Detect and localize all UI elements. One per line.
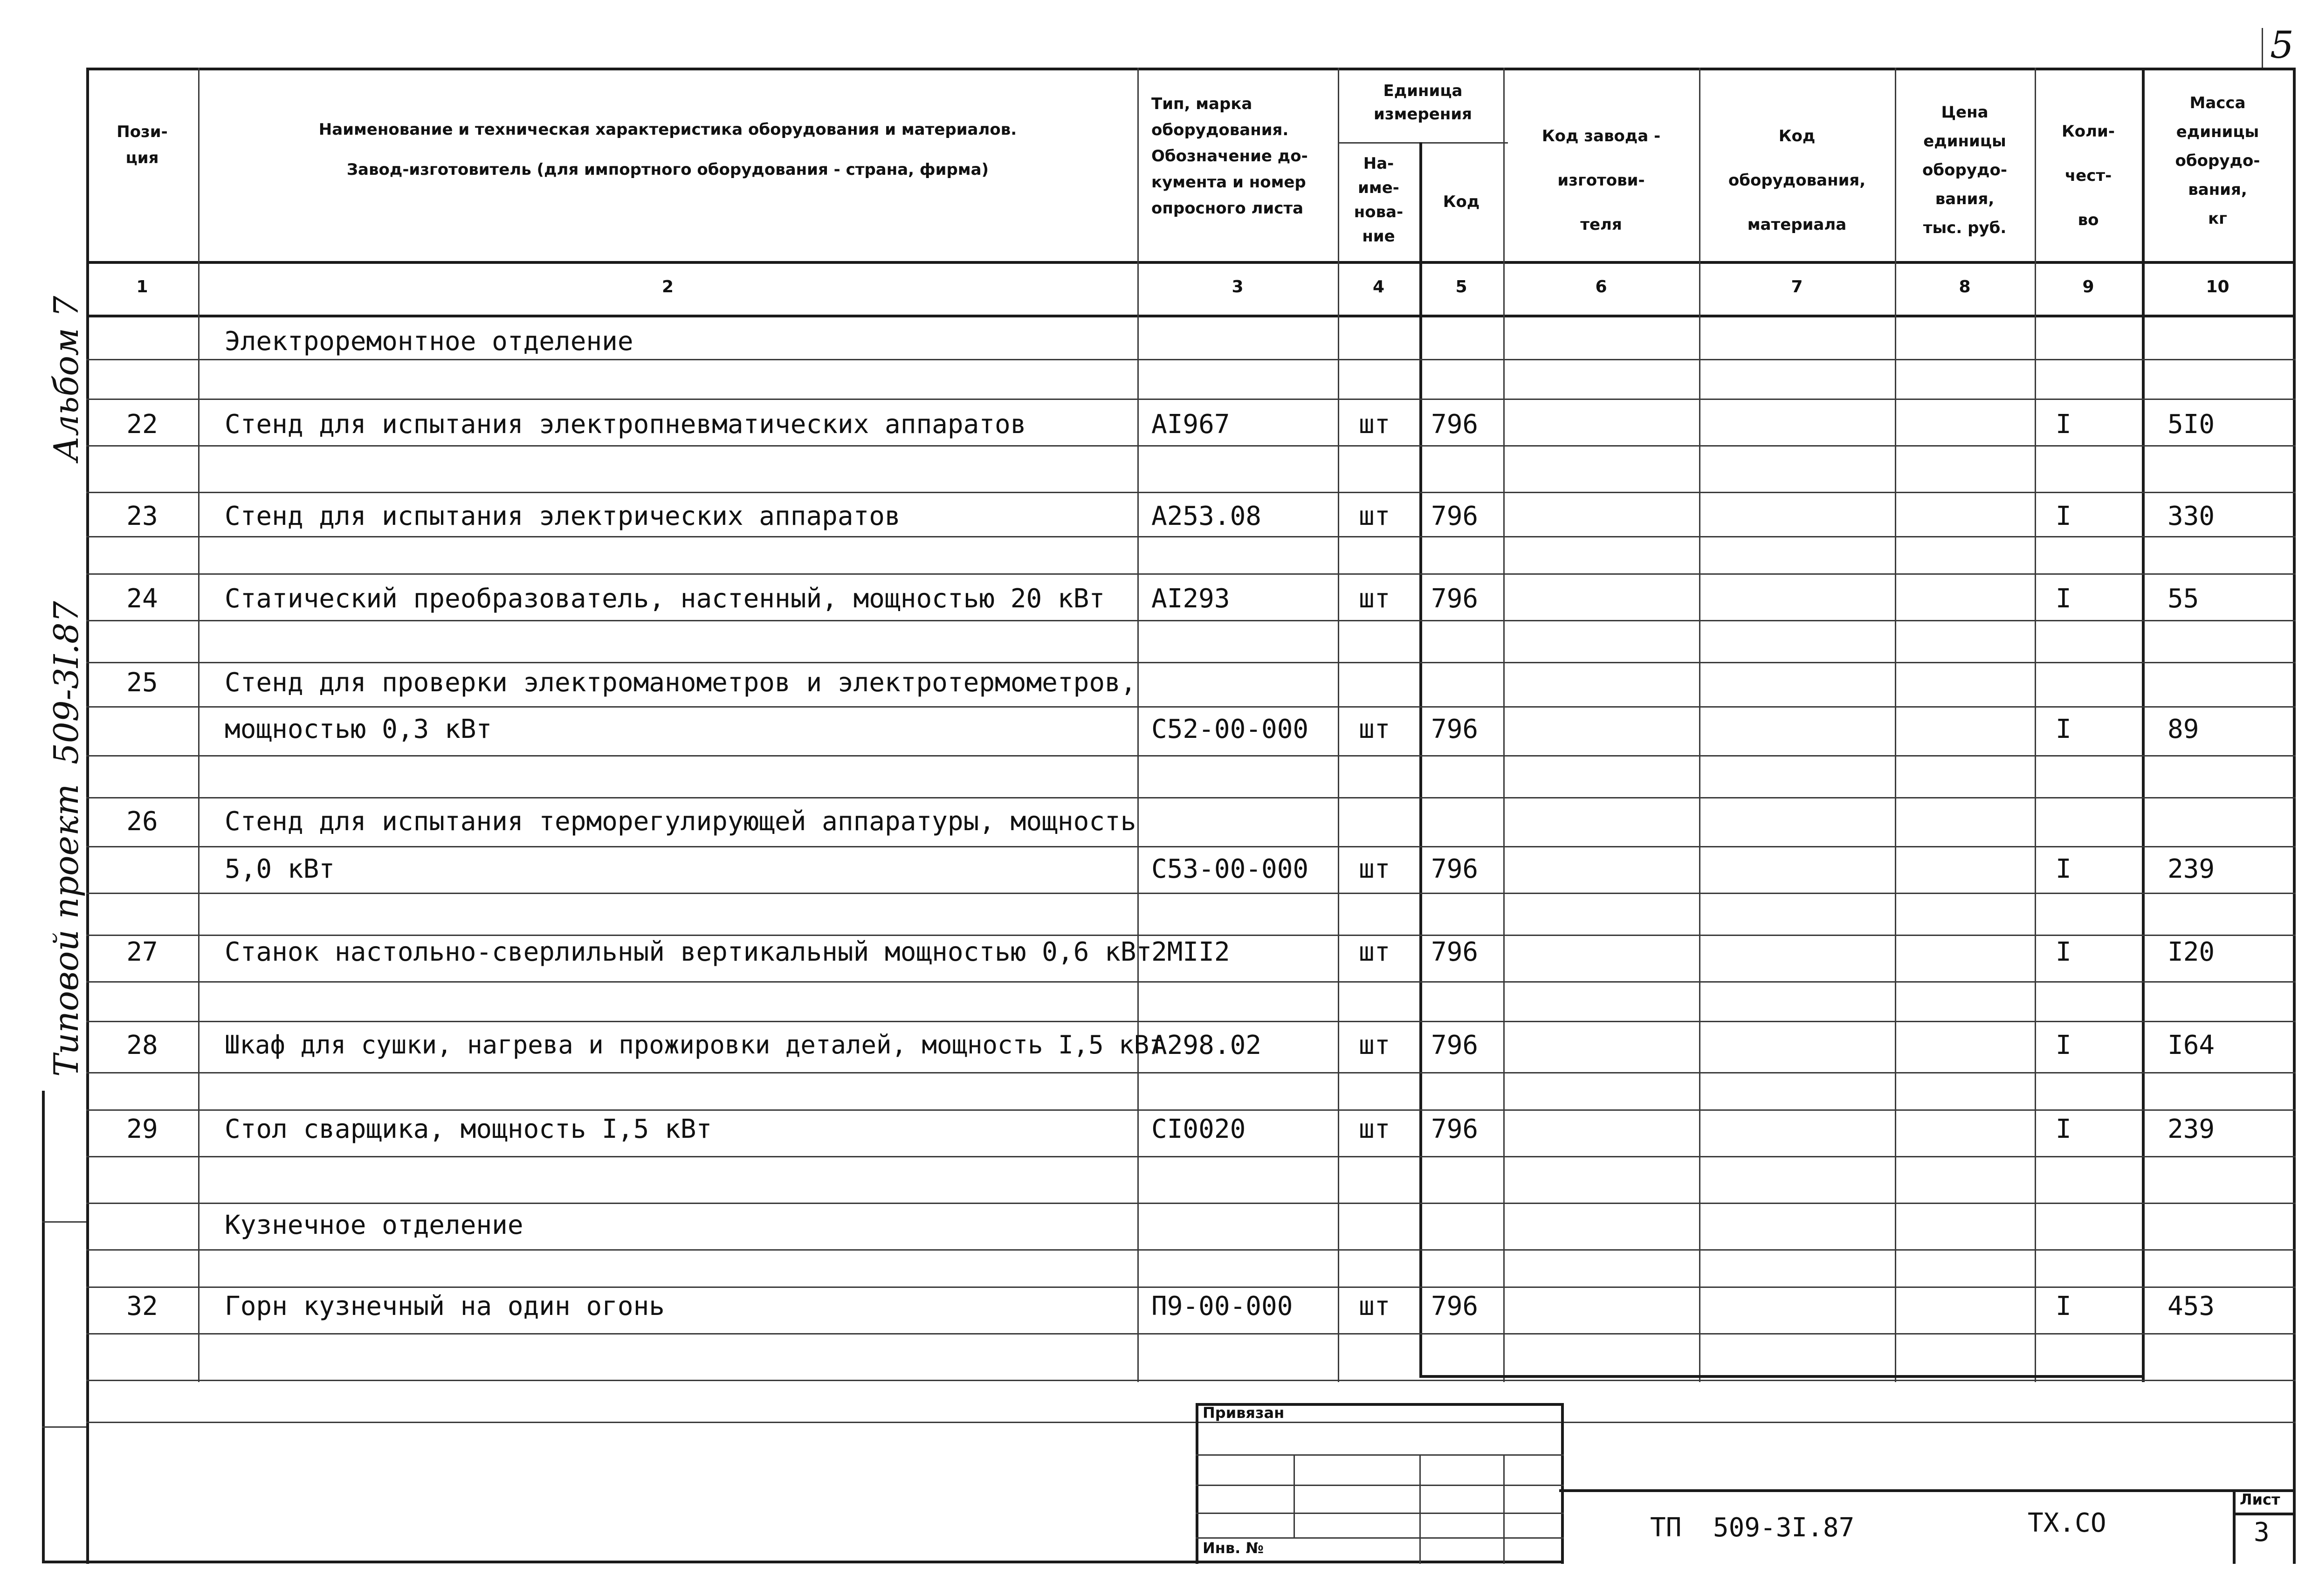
unit-group-rule xyxy=(1338,142,1508,144)
row-code: 796 xyxy=(1431,1291,1479,1321)
row-rule xyxy=(86,1286,2296,1288)
colnum-1: 1 xyxy=(136,277,148,296)
row-unit: шт xyxy=(1359,714,1390,744)
col-rule-3 xyxy=(1338,68,1339,1382)
row-mass: 330 xyxy=(2168,501,2215,531)
row-qty: I xyxy=(2056,1291,2071,1321)
row-rule xyxy=(86,981,2296,983)
row-qty: I xyxy=(2056,1030,2071,1060)
stamp-box-col xyxy=(1503,1454,1505,1564)
row-rule xyxy=(86,662,2296,663)
row-unit: шт xyxy=(1359,1030,1390,1060)
stamp-box-col xyxy=(1294,1454,1295,1538)
doc-code: ТП 509-3I.87 xyxy=(1650,1513,1855,1543)
row-mass: I20 xyxy=(2168,937,2215,967)
section-heading: Электроремонтное отделение xyxy=(225,326,633,357)
binding-strip-line xyxy=(42,1091,45,1562)
header-col10: Масса единицы оборудо- вания, кг xyxy=(2175,94,2260,228)
row-name: Горн кузнечный на один огонь xyxy=(225,1291,665,1321)
bound-label: Привязан xyxy=(1203,1404,1285,1422)
col-rule-7 xyxy=(1895,68,1896,1382)
row-mass: 239 xyxy=(2168,1114,2215,1144)
row-unit: шт xyxy=(1359,409,1390,440)
row-mass: 239 xyxy=(2168,854,2215,884)
row-unit: шт xyxy=(1359,1291,1390,1321)
row-name: 5,0 кВт xyxy=(225,854,335,884)
colnum-6: 6 xyxy=(1595,277,1607,296)
page-number-mark xyxy=(2262,28,2263,70)
colnum-5: 5 xyxy=(1455,277,1467,296)
row-mass: 453 xyxy=(2168,1291,2215,1321)
row-name: Стенд для испытания электрических аппаратов xyxy=(225,501,901,531)
col-rule-4 xyxy=(1419,142,1422,1377)
col-rule-9 xyxy=(2142,68,2145,1382)
colnum-3: 3 xyxy=(1232,277,1244,296)
row-rule xyxy=(86,573,2296,575)
row-qty: I xyxy=(2056,714,2071,744)
row-rule xyxy=(86,1203,2296,1204)
row-rule xyxy=(86,359,2296,360)
row-unit: шт xyxy=(1359,854,1390,884)
row-rule xyxy=(86,445,2296,447)
set-code: ТХ.СО xyxy=(2028,1508,2106,1538)
header-col3: Тип, марка оборудования. Обозначение до- кумента и номер опросного листа xyxy=(1151,95,1308,218)
row-type: 2МII2 xyxy=(1151,937,1230,967)
row-code: 796 xyxy=(1431,714,1479,744)
sheet-number: 3 xyxy=(2254,1517,2270,1548)
row-pos: 24 xyxy=(126,584,158,614)
frame-top xyxy=(86,68,2296,70)
colnum-4: 4 xyxy=(1372,277,1385,296)
row-pos: 28 xyxy=(126,1030,158,1060)
row-rule xyxy=(86,536,2296,537)
header-col9: Коли- чест- во xyxy=(2062,122,2115,229)
row-code: 796 xyxy=(1431,937,1479,967)
row-pos: 25 xyxy=(126,667,158,698)
row-unit: шт xyxy=(1359,937,1390,967)
header-col2: Наименование и техническая характеристика оборудования и материалов. Завод-изготовитель (для импортного оборудования - страна, фирма) xyxy=(318,120,1017,179)
row-qty: I xyxy=(2056,584,2071,614)
header-col4: На- име- нова- ние xyxy=(1354,154,1404,246)
col-rule-2 xyxy=(1137,68,1139,1382)
col-rule-1 xyxy=(198,68,200,1382)
row-qty: I xyxy=(2056,854,2071,884)
frame-bottom xyxy=(42,1561,1562,1563)
colnum-7: 7 xyxy=(1791,277,1803,296)
row-rule xyxy=(86,797,2296,798)
row-name: Шкаф для сушки, нагрева и прожировки деталей, мощность I,5 кВт xyxy=(225,1030,1164,1059)
row-type: П9-00-000 xyxy=(1151,1291,1293,1321)
row-qty: I xyxy=(2056,1114,2071,1144)
stamp-box-left xyxy=(1196,1403,1198,1564)
colnum-bottom-rule xyxy=(86,315,2296,317)
stamp-box-row xyxy=(1196,1485,1564,1486)
row-code: 796 xyxy=(1431,854,1479,884)
binding-strip-divider xyxy=(42,1221,89,1223)
sheet-label: Лист xyxy=(2240,1491,2280,1508)
colnum-8: 8 xyxy=(1959,277,1971,296)
project-type-side: Типовой проект xyxy=(47,784,86,1077)
project-code-side: 509-3I.87 xyxy=(47,601,86,764)
stamp-box-row xyxy=(1196,1454,1564,1456)
row-code: 796 xyxy=(1431,1114,1479,1144)
row-rule xyxy=(86,1249,2296,1251)
row-name: мощностью 0,3 кВт xyxy=(225,714,492,744)
row-rule xyxy=(86,399,2296,400)
row-pos: 22 xyxy=(126,409,158,440)
row-qty: I xyxy=(2056,501,2071,531)
row-unit: шт xyxy=(1359,584,1390,614)
stamp-box-row xyxy=(1196,1537,1564,1539)
row-code: 796 xyxy=(1431,501,1479,531)
row-type: A253.08 xyxy=(1151,501,1262,531)
header-bottom-rule xyxy=(86,261,2296,264)
stamp-box-col xyxy=(1419,1454,1421,1564)
row-name: Стол сварщика, мощность I,5 кВт xyxy=(225,1114,712,1144)
colnum-9: 9 xyxy=(2082,277,2094,296)
row-type: AI293 xyxy=(1151,584,1230,614)
colnum-2: 2 xyxy=(661,277,674,296)
row-rule xyxy=(86,1109,2296,1111)
row-pos: 29 xyxy=(126,1114,158,1144)
col-rule-6 xyxy=(1699,68,1700,1382)
header-col5: Код xyxy=(1443,193,1480,211)
row-code: 796 xyxy=(1431,584,1479,614)
row-rule xyxy=(86,1333,2296,1335)
binding-strip-divider xyxy=(42,1426,89,1428)
row-type: C52-00-000 xyxy=(1151,714,1309,744)
sheet-label-rule xyxy=(2233,1513,2296,1515)
row-rule xyxy=(86,492,2296,493)
page-number: 5 xyxy=(2270,23,2294,67)
col-rule-8 xyxy=(2035,68,2036,1382)
row-pos: 23 xyxy=(126,501,158,531)
row-qty: I xyxy=(2056,937,2071,967)
album-label: Альбом 7 xyxy=(47,296,86,461)
row-rule xyxy=(86,706,2296,708)
row-name: Станок настольно-сверлильный вертикальный мощностью 0,6 кВт xyxy=(225,937,1152,967)
row-qty: I xyxy=(2056,409,2071,440)
stamp-box-right xyxy=(1561,1403,1564,1564)
section-heading: Кузнечное отделение xyxy=(225,1210,523,1240)
row-unit: шт xyxy=(1359,1114,1390,1144)
col-rule-5 xyxy=(1503,68,1505,1382)
inv-label: Инв. № xyxy=(1203,1539,1264,1557)
row-rule xyxy=(86,1021,2296,1022)
row-pos: 32 xyxy=(126,1291,158,1321)
header-col8: Цена единицы оборудо- вания, тыс. руб. xyxy=(1922,103,2007,237)
row-rule xyxy=(86,755,2296,757)
title-block-top xyxy=(1559,1489,2296,1492)
header-unit-group: Единица измерения xyxy=(1374,82,1472,124)
row-rule xyxy=(86,1072,2296,1073)
row-pos: 26 xyxy=(126,806,158,837)
row-type: C53-00-000 xyxy=(1151,854,1309,884)
row-mass: I64 xyxy=(2168,1030,2215,1060)
row-unit: шт xyxy=(1359,501,1390,531)
row-name: Стенд для испытания электропневматических аппаратов xyxy=(225,409,1026,440)
row-name: Стенд для испытания терморегулирующей аппаратуры, мощность xyxy=(225,806,1136,837)
row-rule xyxy=(86,846,2296,847)
header-col1: Пози- ция xyxy=(117,123,168,167)
row-name: Статический преобразователь, настенный, мощностью 20 кВт xyxy=(225,584,1105,614)
row-mass: 5I0 xyxy=(2168,409,2215,440)
sheet-box-left xyxy=(2233,1489,2236,1564)
header-col6: Код завода - изготови- теля xyxy=(1541,127,1661,234)
row-mass: 89 xyxy=(2168,714,2199,744)
row-code: 796 xyxy=(1431,409,1479,440)
row-type: A298.02 xyxy=(1151,1030,1262,1060)
row-rule xyxy=(86,935,2296,936)
row-mass: 55 xyxy=(2168,584,2199,614)
table-end-rule xyxy=(86,1380,2296,1381)
row-type: CI0020 xyxy=(1151,1114,1246,1144)
row-rule xyxy=(86,893,2296,894)
header-col7: Код оборудования, материала xyxy=(1728,127,1866,234)
row-name: Стенд для проверки электроманометров и электротермометров, xyxy=(225,667,1136,698)
row-pos: 27 xyxy=(126,937,158,967)
stamp-thin-rule xyxy=(86,1422,2296,1423)
stamp-box-row xyxy=(1196,1513,1564,1514)
row-type: AI967 xyxy=(1151,409,1230,440)
row-rule xyxy=(86,620,2296,621)
table-bottom-rule xyxy=(1419,1375,2145,1378)
row-rule xyxy=(86,1156,2296,1157)
colnum-10: 10 xyxy=(2206,277,2229,296)
row-code: 796 xyxy=(1431,1030,1479,1060)
